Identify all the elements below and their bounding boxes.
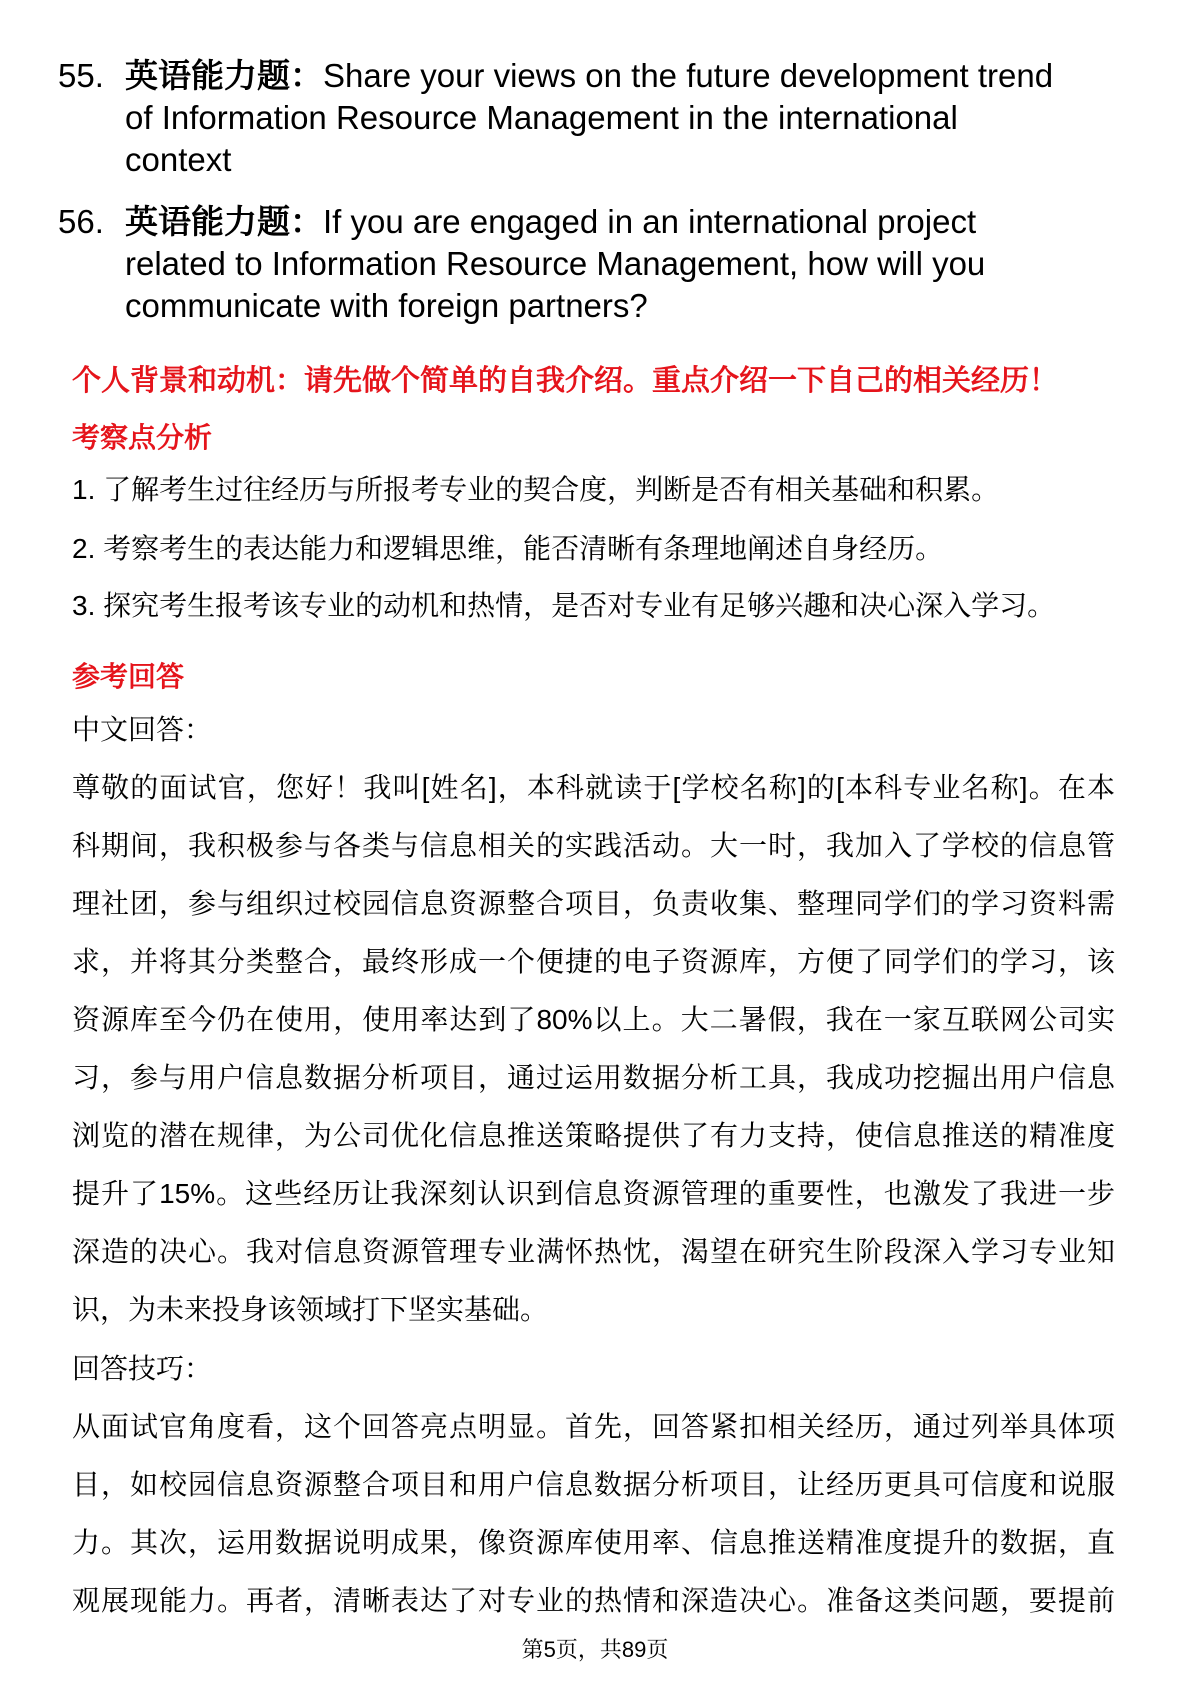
paragraph-line: 习，参与用户信息数据分析项目，通过运用数据分析工具，我成功挖掘出用户信息 bbox=[72, 1062, 1115, 1093]
question-body bbox=[125, 201, 1125, 327]
reference-heading: 参考回答 bbox=[72, 661, 185, 692]
paragraph-line: 尊敬的面试官，您好！我叫[姓名]，本科就读于[学校名称]的[本科专业名称]。在本 bbox=[72, 772, 1115, 803]
analysis-point: 3. 探究考生报考该专业的动机和热情，是否对专业有足够兴趣和决心深入学习。 bbox=[72, 590, 1056, 621]
paragraph-line: 科期间，我积极参与各类与信息相关的实践活动。大一时，我加入了学校的信息管 bbox=[72, 830, 1115, 861]
question-label: 英语能力题： bbox=[125, 203, 323, 240]
question-line: related to Information Resource Management, how will you bbox=[125, 245, 986, 282]
tips-label: 回答技巧： bbox=[72, 1353, 213, 1384]
analysis-point: 1. 了解考生过往经历与所报考专业的契合度，判断是否有相关基础和积累。 bbox=[72, 474, 1000, 505]
chinese-answer-paragraph bbox=[72, 759, 1115, 1339]
page-footer: 第5页，共89页 bbox=[521, 1637, 669, 1662]
chinese-answer-label: 中文回答： bbox=[72, 714, 213, 745]
question-line: of Information Resource Management in the international bbox=[125, 99, 958, 136]
question-number: 56. bbox=[58, 203, 104, 240]
paragraph-line: 观展现能力。再者，清晰表达了对专业的热情和深造决心。准备这类问题，要提前 bbox=[72, 1585, 1115, 1616]
question-line: communicate with foreign partners? bbox=[125, 287, 648, 324]
paragraph-line: 从面试官角度看，这个回答亮点明显。首先，回答紧扣相关经历，通过列举具体项 bbox=[72, 1411, 1115, 1442]
paragraph-line: 求，并将其分类整合，最终形成一个便捷的电子资源库，方便了同学们的学习，该 bbox=[72, 946, 1115, 977]
paragraph-line: 资源库至今仍在使用，使用率达到了80%以上。大二暑假，我在一家互联网公司实 bbox=[72, 1004, 1115, 1035]
section-title: 个人背景和动机：请先做个简单的自我介绍。重点介绍一下自己的相关经历！ bbox=[72, 365, 1059, 397]
paragraph-line: 深造的决心。我对信息资源管理专业满怀热忱，渴望在研究生阶段深入学习专业知 bbox=[72, 1236, 1115, 1267]
paragraph-line: 浏览的潜在规律，为公司优化信息推送策略提供了有力支持，使信息推送的精准度 bbox=[72, 1120, 1115, 1151]
question-number: 55. bbox=[58, 57, 104, 94]
paragraph-line: 提升了15%。这些经历让我深刻认识到信息资源管理的重要性，也激发了我进一步 bbox=[72, 1178, 1115, 1209]
question-body bbox=[125, 55, 1125, 181]
analysis-heading: 考察点分析 bbox=[72, 422, 213, 453]
question-line: context bbox=[125, 141, 232, 178]
question-label: 英语能力题： bbox=[125, 57, 323, 94]
paragraph-line: 识，为未来投身该领域打下坚实基础。 bbox=[72, 1294, 549, 1325]
question-line bbox=[125, 201, 1125, 243]
paragraph-line: 目，如校园信息资源整合项目和用户信息数据分析项目，让经历更具可信度和说服 bbox=[72, 1469, 1115, 1500]
question-text: Share your views on the future development trend bbox=[323, 57, 1054, 94]
analysis-point: 2. 考察考生的表达能力和逻辑思维，能否清晰有条理地阐述自身经历。 bbox=[72, 533, 944, 564]
paragraph-line: 理社团，参与组织过校园信息资源整合项目，负责收集、整理同学们的学习资料需 bbox=[72, 888, 1115, 919]
question-text: If you are engaged in an international project bbox=[323, 203, 977, 240]
tips-paragraph bbox=[72, 1398, 1115, 1630]
paragraph-line: 力。其次，运用数据说明成果，像资源库使用率、信息推送精准度提升的数据，直 bbox=[72, 1527, 1115, 1558]
question-line bbox=[125, 55, 1125, 97]
